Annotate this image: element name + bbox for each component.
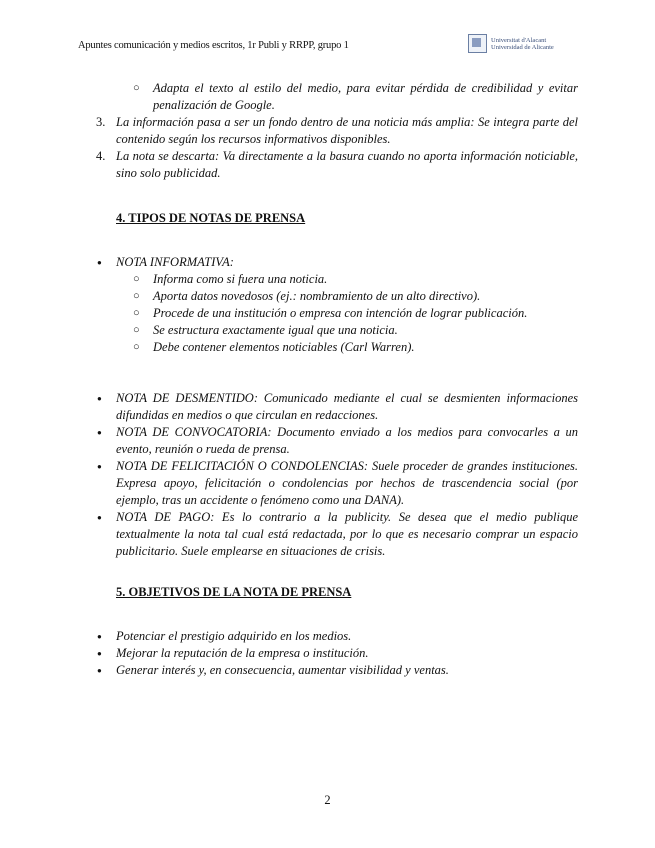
numbered-item-marker: 3. xyxy=(96,115,106,129)
sub-list-item: ○ Adapta el texto al estilo del medio, para evitar pérdida de credibilidad y evitar penalización de Google. xyxy=(96,80,578,114)
bullet-item: ● Potenciar el prestigio adquirido en los medios. xyxy=(96,628,578,645)
page-header xyxy=(78,34,569,58)
bullet-item: ● Mejorar la reputación de la empresa o institución. xyxy=(96,645,578,662)
bullet-item: ● NOTA DE CONVOCATORIA: Documento enviado a los medios para convocarles a un evento, reunión o rueda de prensa. xyxy=(96,424,578,458)
bullet-item: ● NOTA DE FELICITACIÓN O CONDOLENCIAS: Suele proceder de grandes instituciones. Expresa apoyo, felicitación o condolencias por hechos de trascendencia social (por ejemplo, tras un accidente o fenómeno como una DANA). xyxy=(96,458,578,509)
bullet-item: ● NOTA DE PAGO: Es lo contrario a la publicity. Se desea que el medio publique textualmente la nota tal cual está redactada, por lo que es necesario comprar un espacio publicitario. Suele emplearse en situaciones de crisis. xyxy=(96,509,578,560)
header-title: Apuntes comunicación y medios escritos, 1r Publi y RRPP, grupo 1 xyxy=(78,40,349,51)
sub-list-item: ○ Se estructura exactamente igual que una noticia. xyxy=(96,322,578,339)
numbered-item-text: La nota se descarta: Va directamente a la basura cuando no aporta información noticiable, sino solo publicidad. xyxy=(116,149,578,180)
numbered-item-marker: 4. xyxy=(96,149,106,163)
sub-list-item: ○ Informa como si fuera una noticia. xyxy=(96,271,578,288)
bullet-item: ● NOTA DE DESMENTIDO: Comunicado mediante el cual se desmienten informaciones difundidas en medios o que circulan en redacciones. xyxy=(96,390,578,424)
section-heading-4: 4. TIPOS DE NOTAS DE PRENSA xyxy=(116,211,306,225)
section-heading-5: 5. OBJETIVOS DE LA NOTA DE PRENSA xyxy=(116,585,352,599)
numbered-item xyxy=(96,114,578,148)
page-number: 2 xyxy=(324,793,331,807)
sub-list-item: ○ Aporta datos novedosos (ej.: nombramiento de un alto directivo). xyxy=(96,288,578,305)
bullet-item-informativa: ● NOTA INFORMATIVA: xyxy=(96,254,578,271)
university-crest-icon xyxy=(468,34,487,53)
sub-list-item: ○ Procede de una institución o empresa con intención de lograr publicación. xyxy=(96,305,578,322)
university-logo-text: Universitat d'Alacant Universidad de Alicante xyxy=(491,36,554,51)
numbered-item-text: La información pasa a ser un fondo dentro de una noticia más amplia: Se integra parte del contenido según los recursos informativos disponibles. xyxy=(116,115,578,146)
page-content xyxy=(96,80,578,679)
numbered-item xyxy=(96,148,578,182)
sub-list-item: ○ Debe contener elementos noticiables (Carl Warren). xyxy=(96,339,578,356)
university-logo xyxy=(468,34,569,53)
bullet-item: ● Generar interés y, en consecuencia, aumentar visibilidad y ventas. xyxy=(96,662,578,679)
